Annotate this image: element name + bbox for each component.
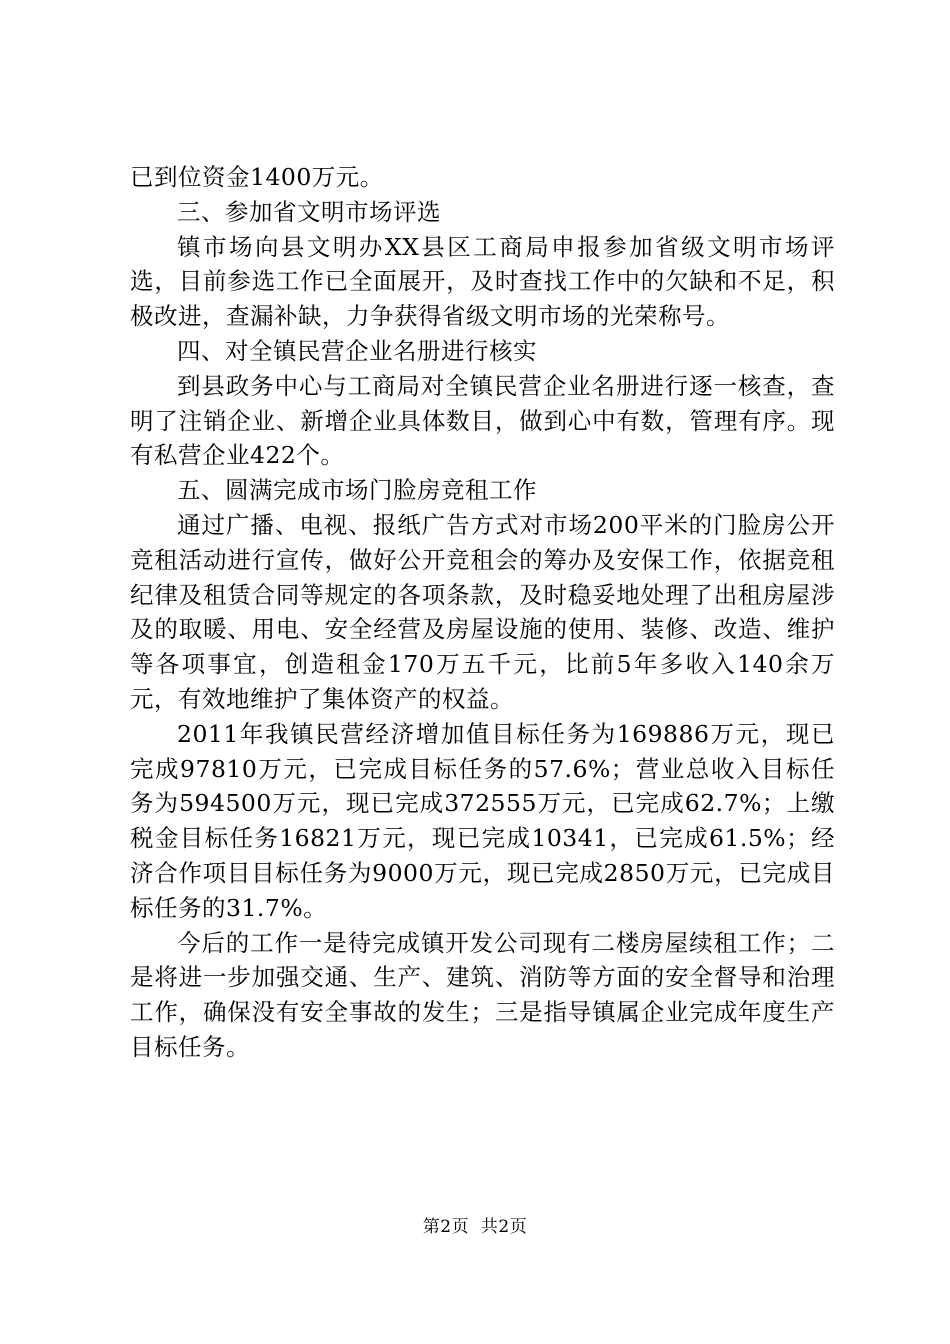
paragraph-continued: 已到位资金1400万元。 [130,163,384,191]
section-heading-3: 三、参加省文明市场评选 [177,197,441,226]
page-footer [0,1216,950,1238]
paragraph-economic-targets: 2011年我镇民营经济增加值目标任务为169886万元，现已完成97810万元，已完成目标任务的57.6%；营业总收入目标任务为594500万元，现已完成372555万元，已完成62.7%；上缴税金目标任务16821万元，现已完成10341，已完成61.5%；经济合作项目目标任务为9000万元，现已完成2850万元，已完成目标任务的31.7%。 [130,719,835,922]
section-heading-4: 四、对全镇民营企业名册进行核实 [177,336,537,365]
paragraph-enterprise-registry: 到县政务中心与工商局对全镇民营企业名册进行逐一核查，查明了注销企业、新增企业具体数目，做到心中有数，管理有序。现有私营企业422个。 [130,371,835,470]
page-number: 第2页 共2页 [422,1217,528,1237]
paragraph-future-work: 今后的工作一是待完成镇开发公司现有二楼房屋续租工作；二是将进一步加强交通、生产、建筑、消防等方面的安全督导和治理工作，确保没有安全事故的发生；三是指导镇属企业完成年度生产目标任务。 [130,928,835,1061]
section-heading-5: 五、圆满完成市场门脸房竞租工作 [177,476,537,505]
paragraph-rental-bidding: 通过广播、电视、报纸广告方式对市场200平米的门脸房公开竞租活动进行宣传，做好公开竞租会的筹办及安保工作，依据竞租纪律及租赁合同等规定的各项条款，及时稳妥地处理了出租房屋涉及的取暖、用电、安全经营及房屋设施的使用、装修、改造、维护等各项事宜，创造租金170万五千元，比前5年多收入140余万元，有效地维护了集体资产的权益。 [130,510,835,713]
paragraph-civilized-market: 镇市场向县文明办XX县区工商局申报参加省级文明市场评选，目前参选工作已全面展开，及时查找工作中的欠缺和不足，积极改进，查漏补缺，力争获得省级文明市场的光荣称号。 [130,232,835,331]
document-body [130,160,835,1065]
